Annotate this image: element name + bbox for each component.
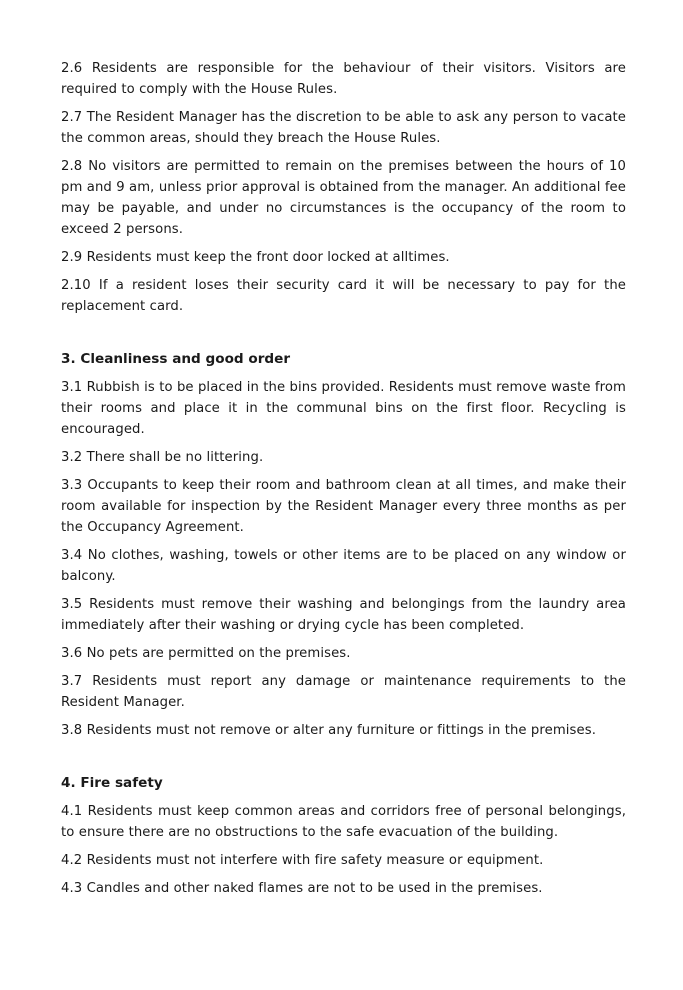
rule-3-3: 3.3 Occupants to keep their room and bathroom clean at all times, and make their room available for inspection by the Resident Manager every three months as per the Occupancy Agreement.: [61, 478, 626, 535]
rule-3-4: 3.4 No clothes, washing, towels or other items are to be placed on any window or balcony.: [61, 548, 626, 584]
rule-4-3: 4.3 Candles and other naked flames are not to be used in the premises.: [61, 881, 543, 896]
rule-3-6: 3.6 No pets are permitted on the premises.: [61, 646, 351, 661]
rule-4-2: 4.2 Residents must not interfere with fire safety measure or equipment.: [61, 853, 544, 868]
rule-2-10: 2.10 If a resident loses their security card it will be necessary to pay for the replacement card.: [61, 278, 626, 314]
rule-3-5: 3.5 Residents must remove their washing and belongings from the laundry area immediately after their washing or drying cycle has been completed.: [61, 597, 626, 633]
rule-3-7: 3.7 Residents must report any damage or maintenance requirements to the Resident Manager.: [61, 674, 626, 710]
section-fire-safety: [61, 773, 626, 899]
rule-3-8: 3.8 Residents must not remove or alter any furniture or fittings in the premises.: [61, 723, 596, 738]
rule-2-8: 2.8 No visitors are permitted to remain on the premises between the hours of 10 pm and 9 am, unless prior approval is obtained from the manager. An additional fee may be payable, and under no circumstances is the occupancy of the room to exceed 2 persons.: [61, 159, 626, 237]
section-heading-fire-safety: 4. Fire safety: [61, 775, 163, 791]
rule-2-9: 2.9 Residents must keep the front door locked at alltimes.: [61, 250, 450, 265]
document-page: [61, 58, 626, 906]
rule-2-6: 2.6 Residents are responsible for the behaviour of their visitors. Visitors are required to comply with the House Rules.: [61, 61, 626, 97]
rule-3-1: 3.1 Rubbish is to be placed in the bins provided. Residents must remove waste from their rooms and place it in the communal bins on the first floor. Recycling is encouraged.: [61, 380, 626, 437]
rule-4-1: 4.1 Residents must keep common areas and corridors free of personal belongings, to ensure there are no obstructions to the safe evacuation of the building.: [61, 804, 626, 840]
rule-2-7: 2.7 The Resident Manager has the discretion to be able to ask any person to vacate the common areas, should they breach the House Rules.: [61, 110, 626, 146]
section-cleanliness: [61, 349, 626, 741]
section-heading-cleanliness: 3. Cleanliness and good order: [61, 351, 291, 367]
rule-3-2: 3.2 There shall be no littering.: [61, 450, 264, 465]
section-visitors-continued: [61, 58, 626, 317]
